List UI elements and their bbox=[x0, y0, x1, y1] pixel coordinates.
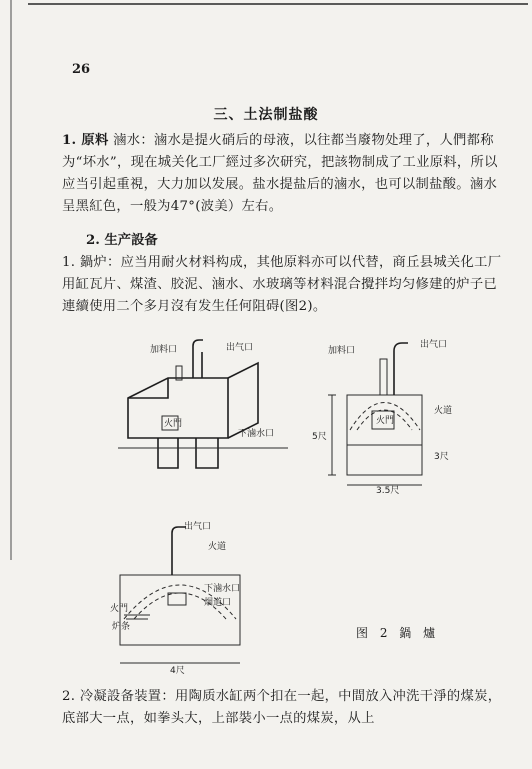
outlet-label: 出气口 bbox=[420, 340, 448, 350]
brine-inlet-label: 下滷水口 bbox=[238, 429, 275, 439]
outlet-pipe bbox=[172, 527, 186, 575]
equipment-heading: 2. 生产設备 bbox=[86, 233, 158, 248]
width-label: 3.5尺 bbox=[376, 486, 400, 495]
furnace-section-diagram bbox=[302, 335, 477, 495]
scan-top-edge bbox=[28, 3, 528, 5]
brine-inlet-label: 下滷水口 bbox=[204, 584, 241, 594]
furnace-legs bbox=[158, 438, 218, 468]
furnace-grate-diagram bbox=[110, 515, 270, 675]
outlet-pipe bbox=[394, 343, 408, 395]
height-label: 5尺 bbox=[312, 432, 327, 442]
height-dimension bbox=[328, 395, 336, 475]
figure-caption: 图 2 鍋 爐 bbox=[356, 626, 440, 640]
page-number: 26 bbox=[72, 62, 91, 77]
feed-port-label: 加料口 bbox=[328, 346, 356, 356]
width-label: 4尺 bbox=[170, 666, 185, 675]
feed-pipe bbox=[380, 359, 387, 395]
grate-bars bbox=[124, 615, 150, 619]
raw-material-text: 滷水：滷水是提火硝后的母液，以往都当廢物处理了，人們都称为“坏水”，现在城关化工厂經过多次研究，把該物制成了工业原料，所以应当引起重視，大力加以发展。盐水提盐后的滷水，也可以制盐酸。滷水呈黑紅色，一般为47°(波美）左右。 bbox=[62, 133, 498, 214]
outlet-label: 出气口 bbox=[226, 343, 254, 353]
fire-channel-label: 火道 bbox=[434, 406, 453, 416]
raw-material-lead: 1. 原料 bbox=[62, 133, 109, 148]
furnace-side bbox=[228, 363, 258, 438]
furnace-paragraph bbox=[62, 252, 502, 318]
fire-door-label: 火門 bbox=[110, 604, 129, 614]
fire-channel-label: 火道 bbox=[208, 542, 227, 552]
base-block bbox=[347, 445, 422, 475]
furnace-lead: 1. 鍋炉： bbox=[62, 255, 121, 270]
section-title: 三、土法制盐酸 bbox=[213, 107, 319, 123]
condenser-text: 用陶质水缸两个扣在一起，中間放入冲洗干淨的煤炭，底部大一点，如拳头大，上部裝小一点的煤炭，从上 bbox=[62, 689, 502, 726]
furnace-text: 应当用耐火材料构成，其他原料亦可以代替，商丘县城关化工厂用缸瓦片、煤渣、胶泥、滷水、水玻璃等材料混合攪拌均匀修建的炉子已連續使用二个多月沒有发生任何阻碍(图2)。 bbox=[62, 255, 502, 314]
fire-door-frame bbox=[168, 593, 186, 605]
fire-door-label: 火門 bbox=[164, 419, 183, 429]
scan-left-edge bbox=[10, 0, 12, 560]
outlet-label: 出气口 bbox=[184, 522, 212, 532]
condenser-lead: 2. 冷凝設备装置： bbox=[62, 689, 175, 704]
furnace-perspective-diagram bbox=[118, 338, 293, 488]
height-label-small: 3尺 bbox=[434, 452, 449, 462]
raw-material-paragraph bbox=[62, 130, 502, 218]
feed-port-label: 加料口 bbox=[150, 345, 178, 355]
fire-door-label: 火門 bbox=[376, 416, 395, 426]
condenser-paragraph bbox=[62, 686, 502, 730]
flue-outlet-label: 烟道口 bbox=[204, 598, 232, 608]
fire-grate-label: 炉条 bbox=[112, 622, 131, 632]
